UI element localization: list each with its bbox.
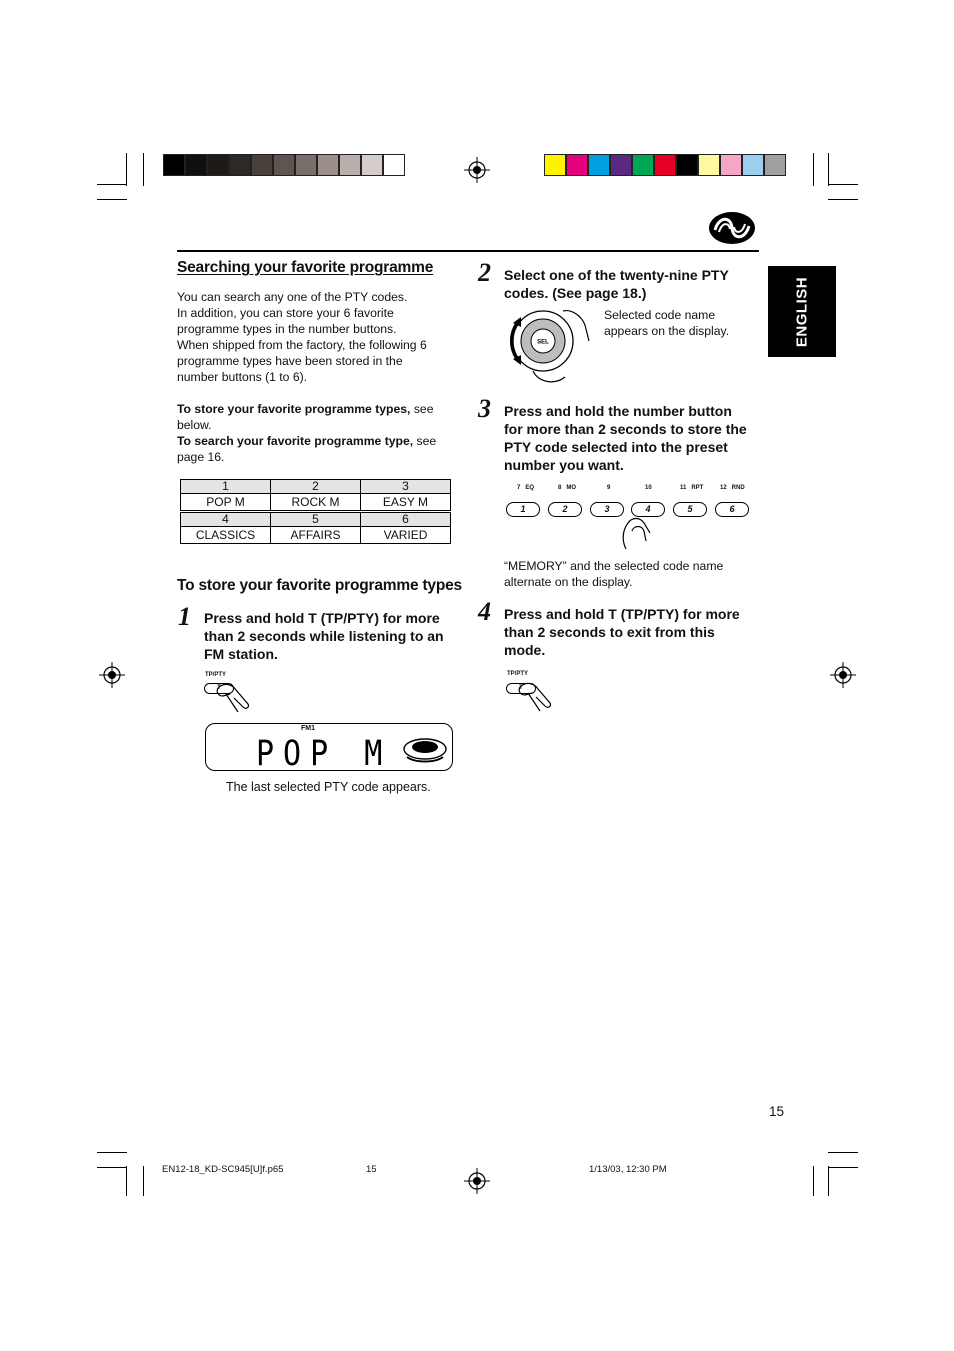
preset-button-3[interactable]: 3 [590, 502, 624, 517]
step-3-note [504, 558, 723, 590]
color-swatch [698, 154, 720, 176]
color-swatch [207, 154, 229, 176]
sound-disc-icon [707, 210, 757, 246]
registration-mark-icon [99, 662, 125, 688]
crop-mark [97, 184, 127, 185]
step-2-note-line: Selected code name [604, 308, 716, 322]
step-1-line: FM station. [204, 646, 278, 662]
number-button-alt-label: 7 EQ [517, 485, 535, 491]
footer-timestamp: 1/13/03, 12:30 PM [589, 1164, 667, 1175]
step-1-number: 1 [178, 602, 191, 631]
intro-paragraph [177, 289, 427, 385]
color-swatch [317, 154, 339, 176]
intro-line: When shipped from the factory, the following 6 [177, 338, 427, 352]
lcd-text: POP M [256, 734, 392, 775]
step-3-text [504, 402, 747, 474]
registration-mark-icon [464, 1168, 490, 1194]
step-3-note-line: “MEMORY” and the selected code name [504, 559, 724, 573]
crop-mark [813, 1166, 814, 1196]
step-3-line: for more than 2 seconds to store the [504, 421, 747, 437]
crop-mark [828, 199, 858, 200]
step-1-line: Press and hold T (TP/PTY) for more [204, 610, 440, 626]
color-swatch [720, 154, 742, 176]
step-4-line: mode. [504, 642, 546, 658]
color-swatch [676, 154, 698, 176]
intro-line: number buttons (1 to 6). [177, 370, 308, 384]
preset-number: 5 [271, 513, 361, 527]
step-4-line: Press and hold T (TP/PTY) for more [504, 606, 740, 622]
intro-line: programme types have been stored in the [177, 354, 403, 368]
crop-mark [143, 153, 144, 186]
page-number: 15 [769, 1104, 785, 1119]
color-swatch [383, 154, 405, 176]
intro-line: You can search any one of the PTY codes. [177, 290, 408, 304]
gray-swatch-strip [163, 154, 405, 176]
number-button-alt-label: 10 [645, 485, 652, 491]
language-tab-label: ENGLISH [793, 276, 811, 347]
preset-name: ROCK M [271, 494, 361, 511]
header-rule [177, 250, 759, 252]
preset-name: POP M [181, 494, 271, 511]
number-button-alt-label: 12 RND [720, 485, 745, 491]
preset-button-5[interactable]: 5 [673, 502, 707, 517]
color-swatch [229, 154, 251, 176]
step-2-line: Select one of the twenty-nine PTY [504, 267, 729, 283]
sel-knob-label: SEL [537, 339, 549, 346]
color-swatch [742, 154, 764, 176]
preset-table-row1 [180, 479, 451, 511]
step-2-note-line: appears on the display. [604, 324, 730, 338]
step-4-line: than 2 seconds to exit from this [504, 624, 715, 640]
preset-button-2[interactable]: 2 [548, 502, 582, 517]
color-swatch [654, 154, 676, 176]
disc-animation-icon [401, 735, 449, 763]
number-button-alt-label: 9 [607, 485, 611, 491]
step-3-number: 3 [478, 394, 491, 423]
crop-mark [97, 199, 127, 200]
intro-line: programme types in the number buttons. [177, 322, 397, 336]
crop-mark [97, 1167, 127, 1168]
section-title: Searching your favorite programme [177, 259, 434, 276]
color-swatch [163, 154, 185, 176]
sel-knob-icon[interactable] [503, 305, 593, 387]
number-button-alt-label: 11 RPT [680, 485, 704, 491]
crop-mark [828, 1152, 858, 1153]
preset-name: AFFAIRS [271, 527, 361, 544]
step-1-line: than 2 seconds while listening to an [204, 628, 444, 644]
crop-mark [828, 1167, 858, 1168]
preset-button-4[interactable]: 4 [631, 502, 665, 517]
step-3-line: Press and hold the number button [504, 403, 732, 419]
crop-mark [828, 184, 858, 185]
color-swatch [632, 154, 654, 176]
step-2-line: codes. (See page 18.) [504, 285, 647, 301]
color-swatch [251, 154, 273, 176]
tp-pty-key: T [217, 685, 221, 691]
registration-mark-icon [830, 662, 856, 688]
preset-name: EASY M [361, 494, 451, 511]
display-caption: The last selected PTY code appears. [226, 780, 431, 794]
color-swatch [339, 154, 361, 176]
step-2-number: 2 [478, 258, 491, 287]
preset-name: CLASSICS [181, 527, 271, 544]
step-3-line: number you want. [504, 457, 624, 473]
store-reference-bold: To store your favorite programme types, [177, 402, 411, 416]
registration-mark-icon [464, 157, 490, 183]
reference-paragraph [177, 401, 436, 465]
step-3-line: PTY code selected into the preset [504, 439, 728, 455]
subsection-title: To store your favorite programme types [177, 577, 462, 594]
preset-button-1[interactable]: 1 [506, 502, 540, 517]
language-tab [768, 266, 836, 357]
crop-mark [813, 153, 814, 186]
search-reference-bold: To search your favorite programme type, [177, 434, 414, 448]
search-reference-rest: see [413, 434, 437, 448]
step-1-text [204, 609, 444, 663]
crop-mark [828, 153, 829, 186]
color-swatch [764, 154, 786, 176]
lcd-display [205, 723, 453, 775]
color-swatch [273, 154, 295, 176]
number-button-alt-label: 8 MO [558, 485, 577, 491]
color-swatch [295, 154, 317, 176]
footer-file-name: EN12-18_KD-SC945[U]f.p65 [162, 1164, 284, 1175]
crop-mark [126, 1166, 127, 1196]
preset-number: 1 [181, 480, 271, 494]
preset-number: 4 [181, 513, 271, 527]
color-swatch [610, 154, 632, 176]
preset-number: 3 [361, 480, 451, 494]
step-2-text [504, 266, 729, 302]
footer-file-page: 15 [366, 1164, 377, 1175]
color-swatch [566, 154, 588, 176]
tp-pty-label: TP/PTY [205, 672, 227, 678]
step-2-note [604, 307, 729, 339]
color-swatch-strip [544, 154, 786, 176]
crop-mark [143, 1166, 144, 1196]
finger-press-icon [214, 680, 252, 714]
search-reference-rest: page 16. [177, 450, 225, 464]
crop-mark [126, 153, 127, 186]
preset-name: VARIED [361, 527, 451, 544]
store-reference-rest: see [410, 402, 434, 416]
color-swatch [544, 154, 566, 176]
finger-press-icon [516, 679, 554, 713]
step-3-note-line: alternate on the display. [504, 575, 633, 589]
color-swatch [588, 154, 610, 176]
crop-mark [97, 1152, 127, 1153]
store-reference-rest: below. [177, 418, 212, 432]
color-swatch [185, 154, 207, 176]
tp-pty-key: T [519, 685, 523, 691]
preset-number: 6 [361, 513, 451, 527]
preset-button-6[interactable]: 6 [715, 502, 749, 517]
step-4-number: 4 [478, 597, 491, 626]
preset-number: 2 [271, 480, 361, 494]
crop-mark [828, 1166, 829, 1196]
color-swatch [361, 154, 383, 176]
finger-press-icon [620, 513, 654, 553]
step-4-text [504, 605, 740, 659]
tp-pty-label: TP/PTY [507, 671, 529, 677]
intro-line: In addition, you can store your 6 favorite [177, 306, 394, 320]
preset-table-row2 [180, 512, 451, 544]
band-indicator: FM1 [301, 725, 315, 732]
